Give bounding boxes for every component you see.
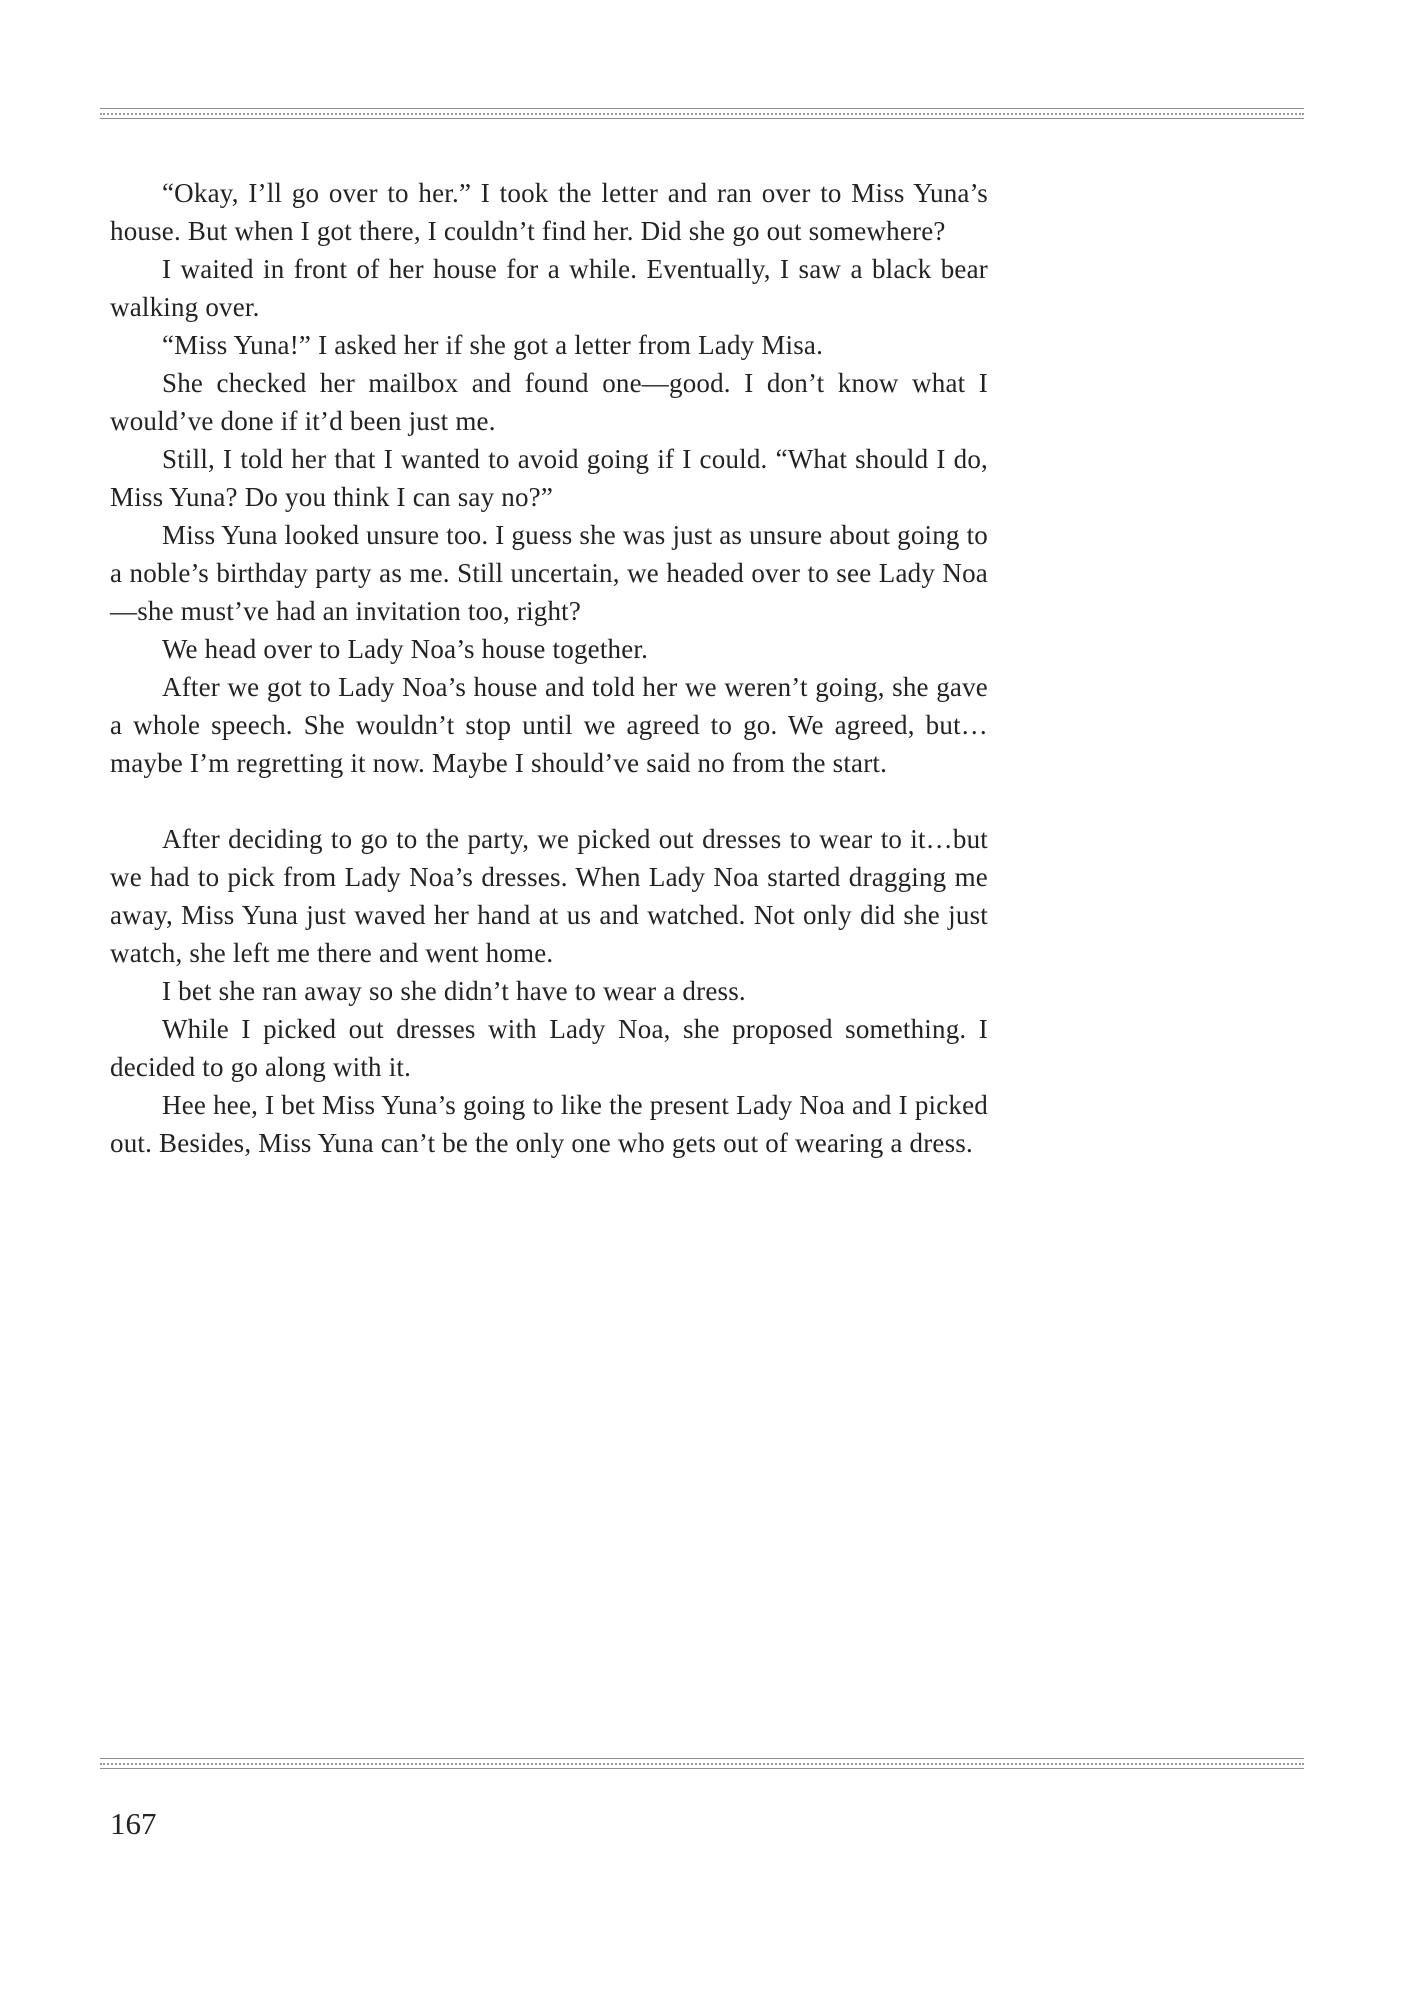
- paragraph: After deciding to go to the party, we picked out dresses to wear to it…but we had to pick from Lady Noa’s dresses. When Lady Noa started dragging me away, Miss Yuna just waved her hand at us and watched. Not only did she just watch, she left me there and went home.: [110, 824, 988, 968]
- paragraph: Still, I told her that I wanted to avoid going if I could. “What should I do, Miss Yuna? Do you think I can say no?”: [110, 444, 988, 512]
- paragraph: Miss Yuna looked unsure too. I guess she was just as unsure about going to a noble’s birthday party as me. Still uncertain, we headed over to see Lady Noa—she must’ve had an invitation too, right?: [110, 520, 988, 626]
- paragraph: She checked her mailbox and found one—good. I don’t know what I would’ve done if it’d been just me.: [110, 368, 988, 436]
- top-border-dotted-line: [100, 113, 1304, 115]
- top-border-rule: [100, 108, 1304, 119]
- paragraph: “Okay, I’ll go over to her.” I took the letter and ran over to Miss Yuna’s house. But when I got there, I couldn’t find her. Did she go out somewhere?: [110, 178, 988, 246]
- bottom-border-dotted-line: [100, 1763, 1304, 1765]
- paragraph: We head over to Lady Noa’s house together.: [162, 634, 649, 664]
- paragraph: “Miss Yuna!” I asked her if she got a letter from Lady Misa.: [162, 330, 824, 360]
- paragraph: After we got to Lady Noa’s house and told her we weren’t going, she gave a whole speech. She wouldn’t stop until we agreed to go. We agreed, but…maybe I’m regretting it now. Maybe I should’ve said no from the start.: [110, 672, 988, 778]
- paragraph: While I picked out dresses with Lady Noa, she proposed something. I decided to go along with it.: [110, 1014, 988, 1082]
- page-text: [110, 174, 988, 1162]
- page-number: 167: [110, 1806, 157, 1841]
- paragraph: I waited in front of her house for a while. Eventually, I saw a black bear walking over.: [110, 254, 988, 322]
- paragraph: I bet she ran away so she didn’t have to wear a dress.: [162, 976, 746, 1006]
- bottom-border-rule: [100, 1758, 1304, 1769]
- paragraph: Hee hee, I bet Miss Yuna’s going to like the present Lady Noa and I picked out. Besides, Miss Yuna can’t be the only one who gets out of wearing a dress.: [110, 1090, 988, 1158]
